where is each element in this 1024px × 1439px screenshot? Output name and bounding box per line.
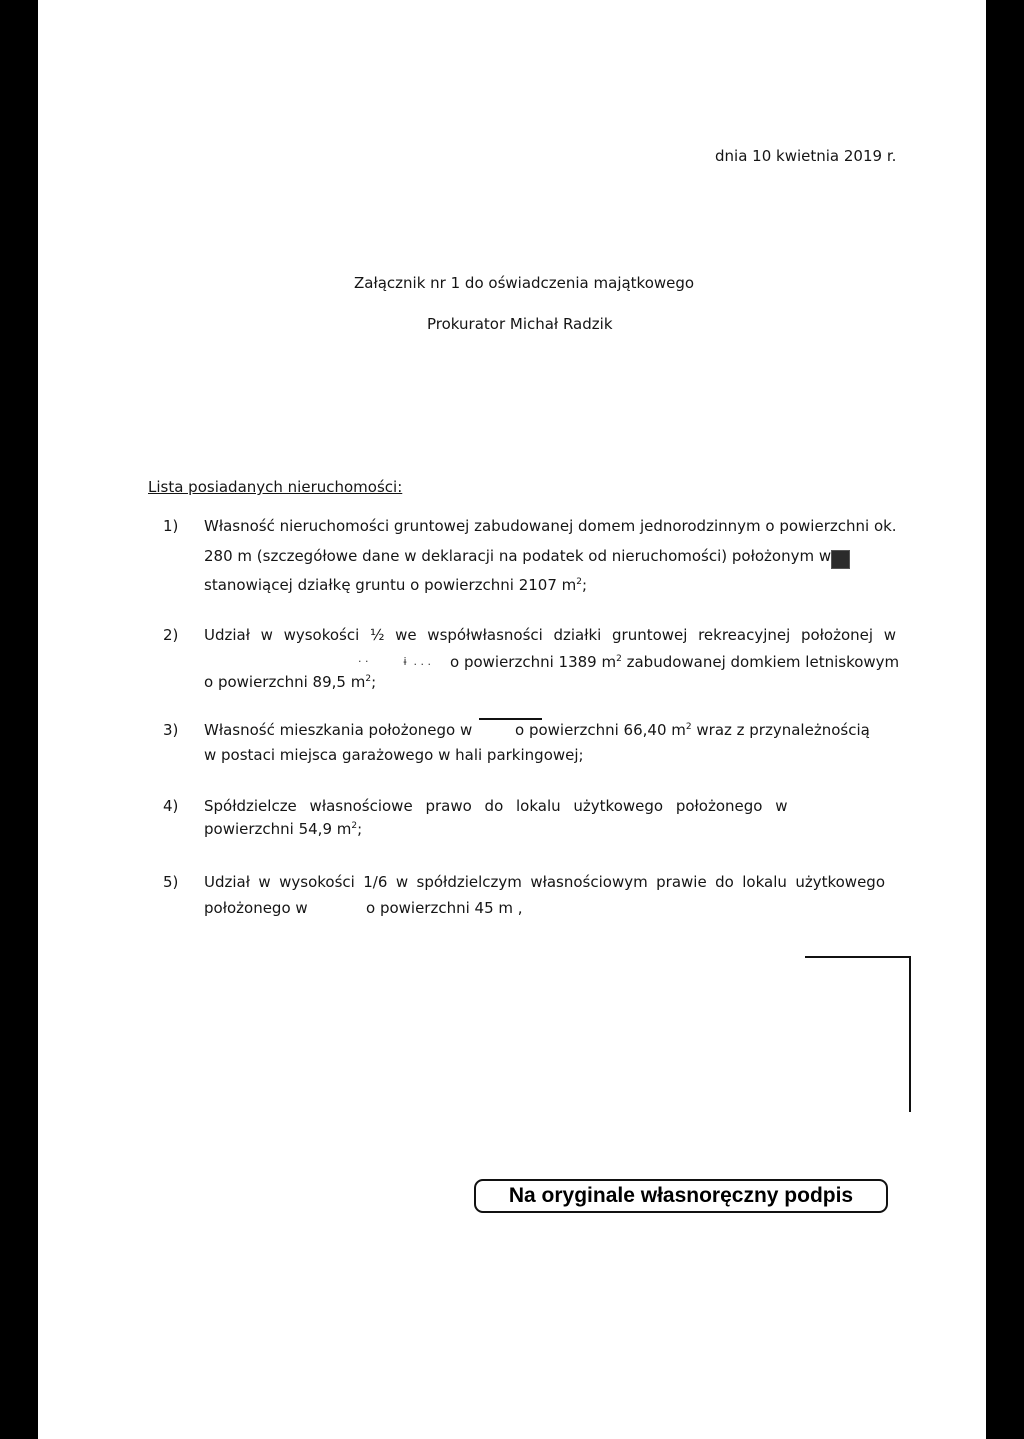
redaction-mark (831, 550, 850, 569)
item-1-number: 1) (163, 517, 179, 535)
item-2-number: 2) (163, 626, 179, 644)
item-2-line-1: Udział w wysokości ½ we współwłasności działki gruntowej rekreacyjnej położonej w (204, 626, 896, 644)
item-5-number: 5) (163, 873, 179, 891)
item-1-line-3: stanowiącej działkę gruntu o powierzchni 2107 $m^2$; (204, 576, 588, 594)
document-date: dnia 10 kwietnia 2019 r. (715, 147, 897, 165)
item-3-line-1b: o powierzchni 66,40 $m^2$ wraz z przynależnością (515, 721, 870, 739)
signature-bracket (805, 956, 911, 1112)
document-page (38, 0, 986, 1439)
item-2-line-2: o powierzchni 1389 $m^2$ zabudowanej domkiem letniskowym (450, 653, 900, 671)
item-1-line-2: 280 m (szczegółowe dane w deklaracji na podatek od nieruchomości) położonym w (204, 547, 832, 565)
document-title: Załącznik nr 1 do oświadczenia majątkowego (354, 274, 695, 292)
document-subtitle: Prokurator Michał Radzik (427, 315, 613, 333)
item-4-line-1: Spółdzielcze własnościowe prawo do lokalu użytkowego położonego w (204, 797, 788, 815)
signature-stamp: Na oryginale własnoręczny podpis (474, 1179, 888, 1213)
item-4-number: 4) (163, 797, 179, 815)
item-3-line-1a: Własność mieszkania położonego w (204, 721, 473, 739)
item-4-line-2: powierzchni 54,9 $m^2$; (204, 820, 363, 838)
item-1-line-1: Własność nieruchomości gruntowej zabudowanej domem jednorodzinnym o powierzchni ok. (204, 517, 897, 535)
item-5-line-2a: położonego w (204, 899, 308, 917)
item-3-line-2: w postaci miejsca garażowego w hali parkingowej; (204, 746, 584, 764)
item-5-line-1: Udział w wysokości 1/6 w spółdzielczym własnościowym prawie do lokalu użytkowego (204, 873, 885, 891)
redaction-smudge: · · ɨ . . . (358, 655, 431, 668)
item-5-line-2b: o powierzchni 45 m , (366, 899, 523, 917)
item-2-line-3: o powierzchni 89,5 $m^2$; (204, 673, 377, 691)
item-3-number: 3) (163, 721, 179, 739)
list-heading: Lista posiadanych nieruchomości: (148, 478, 403, 496)
